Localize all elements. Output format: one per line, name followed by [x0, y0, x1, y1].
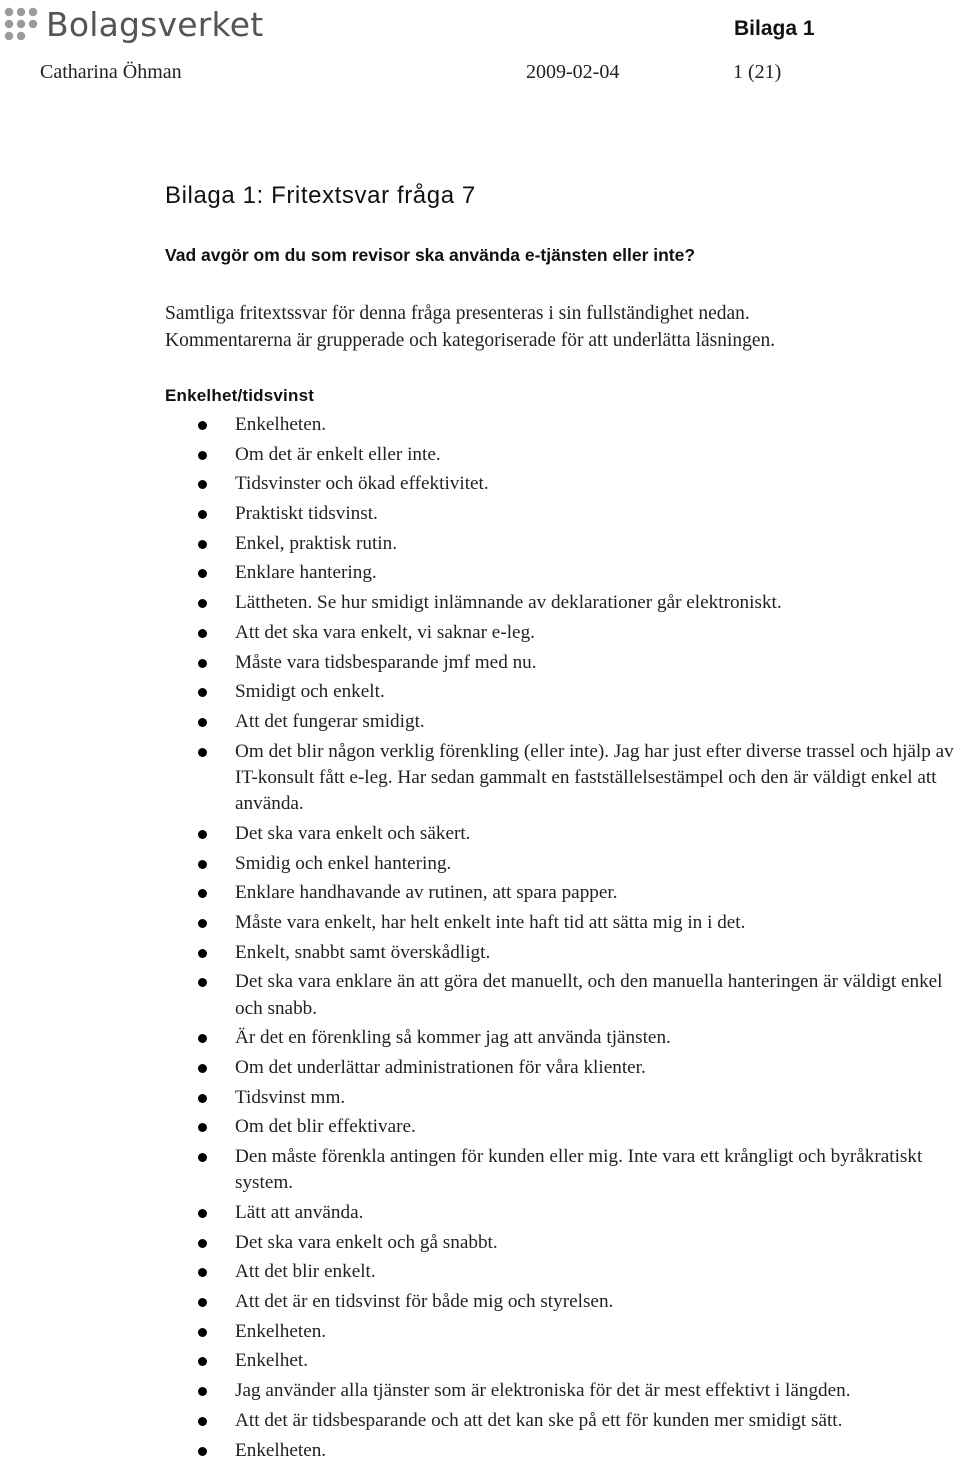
answer-item: Det ska vara enkelt och säkert. [235, 821, 955, 847]
answer-item: Att det blir enkelt. [235, 1259, 955, 1285]
answer-item: Praktiskt tidsvinst. [235, 501, 955, 527]
answer-item: Den måste förenkla antingen för kunden eller mig. Inte vara ett krångligt och byråkratiskt system. [235, 1144, 955, 1197]
answer-item: Enkelheten. [235, 1438, 955, 1464]
answer-item: Enkelheten. [235, 1319, 955, 1345]
answer-item: Måste vara enkelt, har helt enkelt inte haft tid att sätta mig in i det. [235, 910, 955, 936]
answer-item: Enklare hantering. [235, 560, 955, 586]
answer-list [235, 412, 955, 1467]
answer-item: Smidigt och enkelt. [235, 679, 955, 705]
logo-dots-icon [2, 5, 40, 43]
bolagsverket-logo [2, 4, 263, 44]
answer-item: Måste vara tidsbesparande jmf med nu. [235, 650, 955, 676]
answer-item: Smidig och enkel hantering. [235, 851, 955, 877]
answer-item: Lätt att använda. [235, 1200, 955, 1226]
intro-paragraph [165, 300, 775, 354]
section-heading: Enkelhet/tidsvinst [165, 386, 315, 405]
logo-text: Bolagsverket [46, 4, 264, 44]
answer-item: Det ska vara enkelt och gå snabbt. [235, 1230, 955, 1256]
answer-item: Att det är en tidsvinst för både mig och styrelsen. [235, 1289, 955, 1315]
answer-item: Enklare handhavande av rutinen, att spara papper. [235, 880, 955, 906]
answer-item: Om det underlättar administrationen för våra klienter. [235, 1055, 955, 1081]
question-heading: Vad avgör om du som revisor ska använda e-tjänsten eller inte? [165, 245, 696, 265]
answer-item: Att det fungerar smidigt. [235, 709, 955, 735]
answer-item: Att det är tidsbesparande och att det kan ske på ett för kunden mer smidigt sätt. [235, 1408, 955, 1434]
answer-item: Enkel, praktisk rutin. [235, 531, 955, 557]
answer-item: Om det blir någon verklig förenkling (eller inte). Jag har just efter diverse trassel och hjälp av IT-konsult fått e-leg. Har sedan gammalt en fastställelsestämpel och den är väldigt enkel att använda. [235, 739, 955, 818]
answer-item: Är det en förenkling så kommer jag att använda tjänsten. [235, 1025, 955, 1051]
annex-label: Bilaga 1 [734, 17, 815, 40]
answer-item: Att det ska vara enkelt, vi saknar e-leg. [235, 620, 955, 646]
answer-item: Enkelheten. [235, 412, 955, 438]
answer-item: Det ska vara enklare än att göra det manuellt, och den manuella hanteringen är väldigt enkel och snabb. [235, 969, 955, 1022]
page-number: 1 (21) [733, 61, 782, 83]
answer-item: Om det blir effektivare. [235, 1114, 955, 1140]
answer-item: Enkelhet. [235, 1348, 955, 1374]
answer-item: Lättheten. Se hur smidigt inlämnande av deklarationer går elektroniskt. [235, 590, 955, 616]
author-name: Catharina Öhman [40, 61, 182, 83]
answer-item: Enkelt, snabbt samt överskådligt. [235, 940, 955, 966]
answer-item: Tidsvinster och ökad effektivitet. [235, 471, 955, 497]
intro-line: Kommentarerna är grupperade och kategoriserade för att underlätta läsningen. [165, 330, 776, 351]
answer-item: Tidsvinst mm. [235, 1085, 955, 1111]
document-title: Bilaga 1: Fritextsvar fråga 7 [165, 182, 476, 209]
answer-item: Om det är enkelt eller inte. [235, 442, 955, 468]
intro-line: Samtliga fritextssvar för denna fråga presenteras i sin fullständighet nedan. [165, 303, 750, 324]
document-date: 2009-02-04 [526, 61, 620, 83]
answer-item: Jag använder alla tjänster som är elektroniska för det är mest effektivt i längden. [235, 1378, 955, 1404]
